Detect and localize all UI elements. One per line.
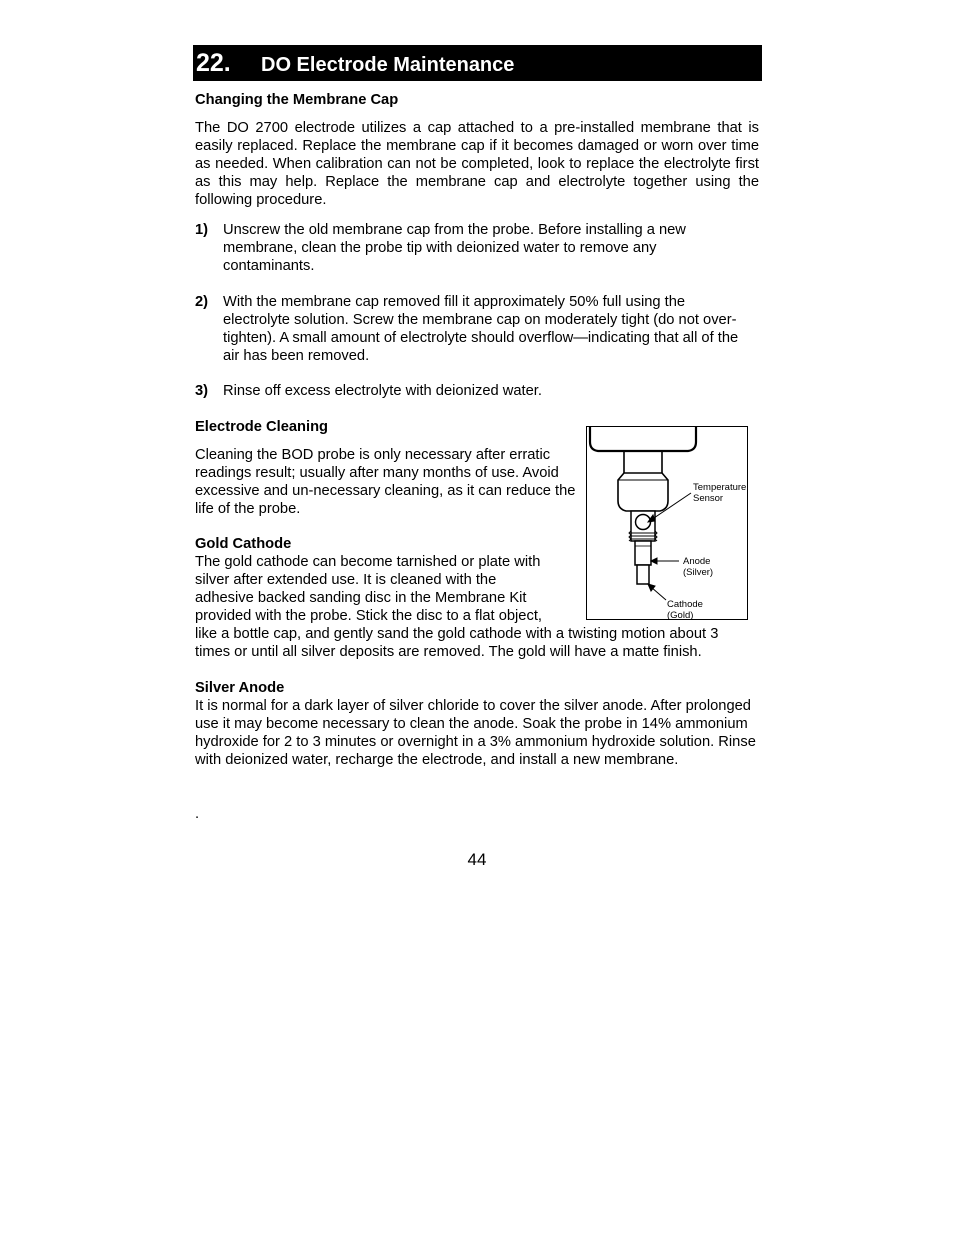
step-text: Rinse off excess electrolyte with deionized water. xyxy=(223,383,542,399)
step-text: Unscrew the old membrane cap from the probe. Before installing a new membrane, clean the probe tip with deionized water to remove any contaminants. xyxy=(223,222,686,274)
probe-diagram xyxy=(586,426,748,620)
section-title: DO Electrode Maintenance xyxy=(261,54,515,76)
probe-drawing xyxy=(587,427,748,620)
anode-label-line: Anode xyxy=(683,556,711,567)
step-text: With the membrane cap removed fill it approximately 50% full using the electrolyte solution. Screw the membrane cap on moderately tight (do not over-tighten). A small amount of electrolyte should overflow—indicating that all of the air has been removed. xyxy=(223,294,739,364)
gold-line: like a bottle cap, and gently sand the gold cathode with a twisting motion about 3 xyxy=(195,626,719,642)
probe-neck xyxy=(624,451,662,473)
gold-heading: Gold Cathode xyxy=(195,536,292,552)
temperature-label-line: Temperature xyxy=(693,482,747,493)
gold-label-line: (Gold) xyxy=(667,610,694,620)
cathode-label xyxy=(667,599,703,620)
probe-body xyxy=(590,427,696,451)
membrane-intro: The DO 2700 electrode utilizes a cap attached to a pre-installed membrane that is easily replaced. Replace the membrane cap if it becomes damaged or worn over time as needed. When calibration can not be completed, look to replace the electrolyte first as this may help. Replace the membrane cap and electrolyte together using the following procedure. xyxy=(195,120,759,208)
probe-collar xyxy=(618,473,668,511)
sensor-label-line: Sensor xyxy=(693,493,724,504)
silver-label-line: (Silver) xyxy=(683,567,714,578)
step-number: 2) xyxy=(195,294,209,310)
anode-label xyxy=(683,556,713,578)
cathode-gold xyxy=(637,565,649,584)
cathode-label-line: Cathode xyxy=(667,599,703,610)
page-number: 44 xyxy=(467,850,487,869)
step-number: 3) xyxy=(195,383,209,399)
cleaning-text: Cleaning the BOD probe is only necessary after erratic readings result; usually after many months of use. Avoid excessive and un-necessary cleaning, as it can reduce the life of the probe. xyxy=(195,447,576,517)
membrane-heading: Changing the Membrane Cap xyxy=(195,92,399,108)
temperature-label xyxy=(693,482,746,504)
cleaning-heading: Electrode Cleaning xyxy=(195,419,329,435)
section-header xyxy=(193,45,762,81)
trailing-mark: . xyxy=(195,806,200,822)
gold-line: times or until all silver deposits are removed. The gold will have a matte finish. xyxy=(195,644,702,660)
gold-line: adhesive backed sanding disc in the Membrane Kit xyxy=(195,590,527,606)
silver-heading: Silver Anode xyxy=(195,680,285,696)
anode-silver xyxy=(635,541,651,565)
step-number: 1) xyxy=(195,222,209,238)
gold-line: silver after extended use. It is cleaned with the xyxy=(195,572,497,588)
gold-line: provided with the probe. Stick the disc to a flat object, xyxy=(195,608,542,624)
silver-text: It is normal for a dark layer of silver chloride to cover the silver anode. After prolonged use it may become necessary to clean the anode. Soak the probe in 14% ammonium hydroxide for 2 to 3 minutes or overnight in a 3% ammonium hydroxide solution. Rinse with deionized water, recharge the electrode, and install a new membrane. xyxy=(195,698,756,768)
section-number: 22. xyxy=(196,49,231,77)
probe-threads xyxy=(629,531,657,541)
gold-line: The gold cathode can become tarnished or plate with xyxy=(195,554,541,570)
